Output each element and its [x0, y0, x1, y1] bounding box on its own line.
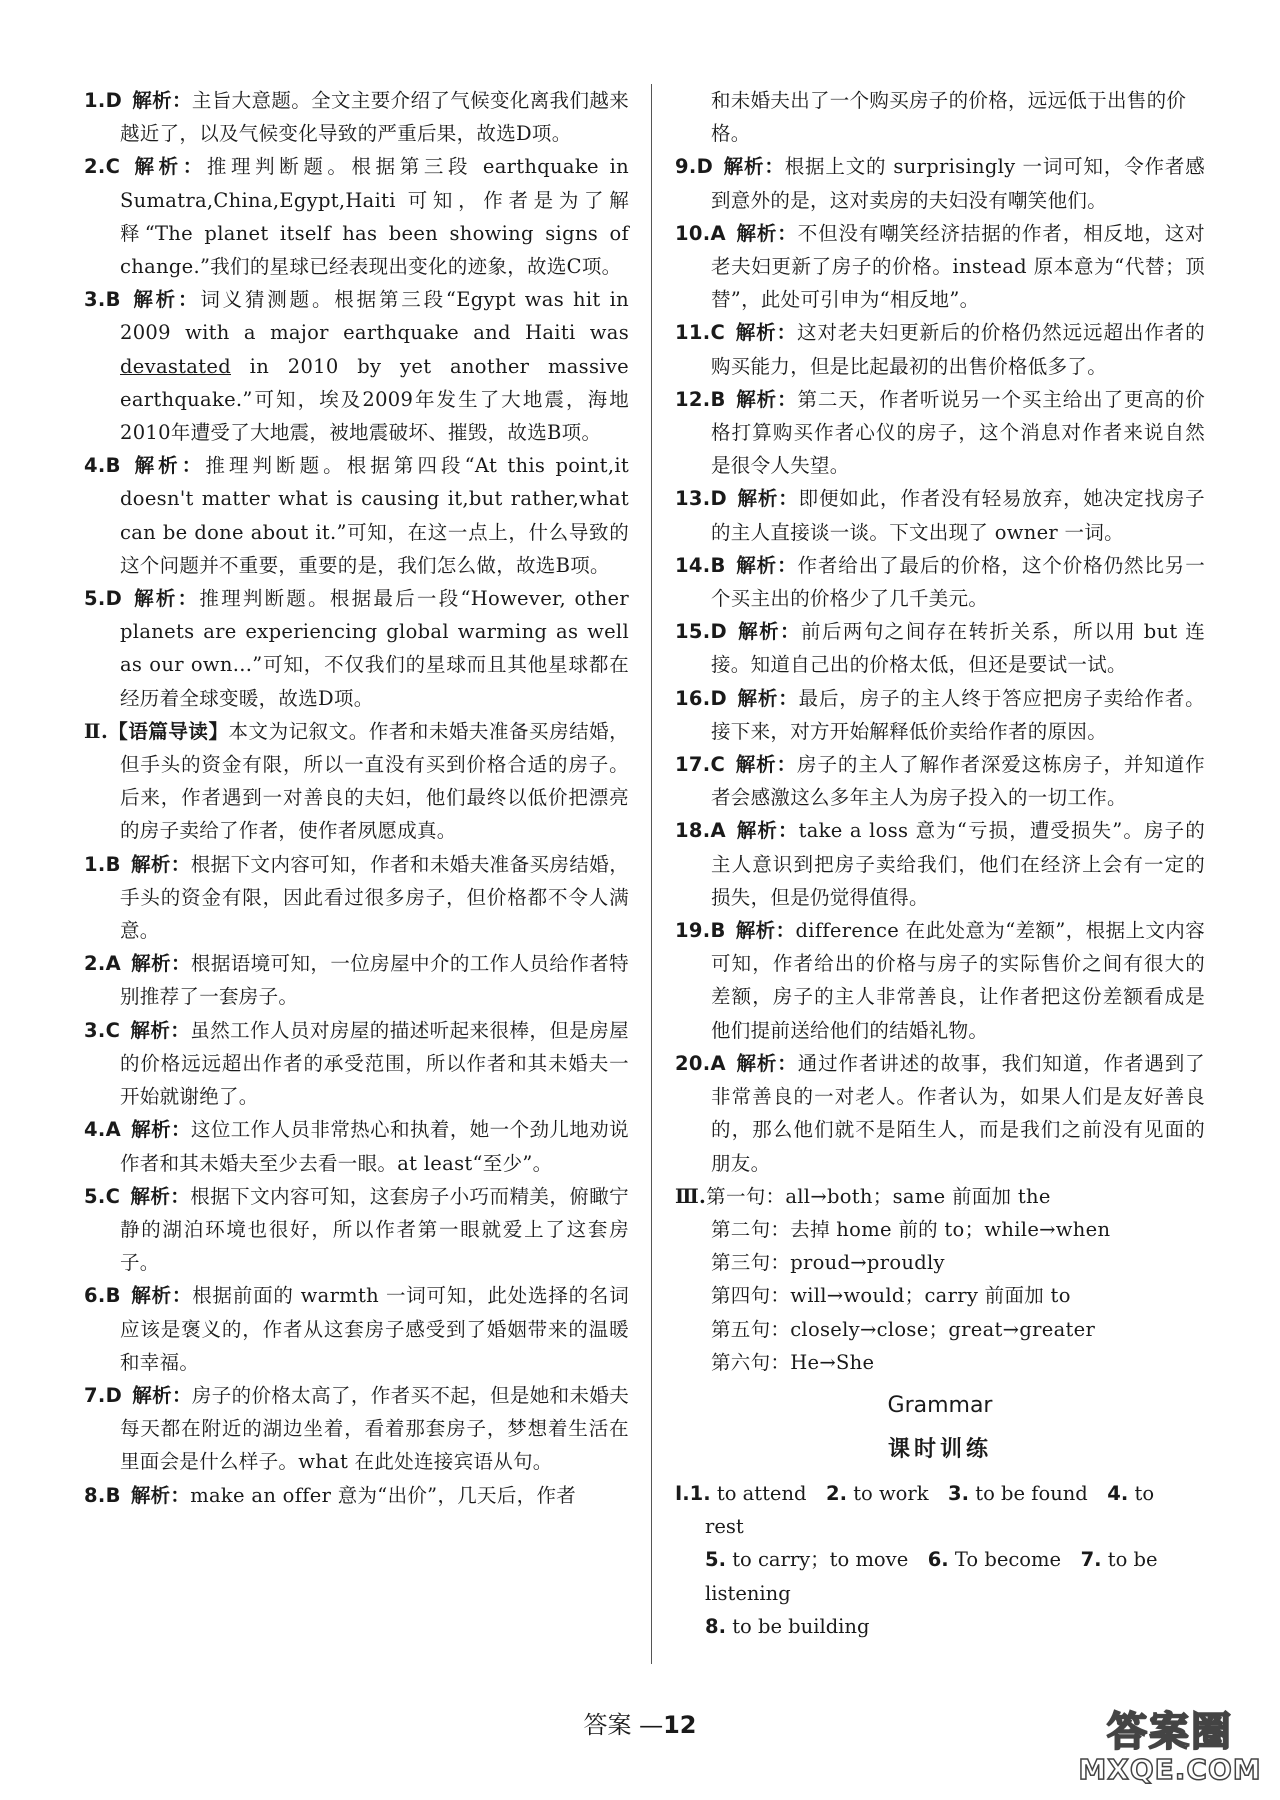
answer-item [84, 1279, 629, 1379]
watermark-bottom-text: MXQE.COM [1078, 1753, 1262, 1786]
analysis-label: 解析： [130, 1018, 191, 1042]
answer-item [675, 814, 1205, 914]
correction-line-5: 第五句：closely→close；great→greater [711, 1317, 1096, 1341]
analysis-label: 解析： [735, 321, 798, 345]
exercise-answer: to rest [705, 1481, 1155, 1539]
watermark-logo [1070, 1700, 1270, 1792]
exercise-number: 2. [826, 1481, 847, 1505]
continuation-text: 和未婚夫出了一个购买房子的价格，远远低于出售的价格。 [711, 89, 1187, 146]
answer-item [84, 1379, 629, 1479]
exercise-answer: To become [954, 1548, 1062, 1572]
analysis-text: 根据上文的 surprisingly 一词可知，令作者感到意外的是，这对卖房的夫妇没有嘲笑他们。 [711, 155, 1206, 212]
answer-item [84, 449, 629, 582]
correction-line-4: 第四句：will→would；carry 前面加 to [711, 1284, 1071, 1308]
section-3-line [675, 1180, 1205, 1213]
analysis-text: difference 在此处意为“差额”，根据上文内容可知，作者给出的价格与房子的实际售价之间有很大的差额，房子的主人非常善良，让作者把这份差额看成是他们提前送给他们的结婚礼物。 [711, 919, 1205, 1042]
correction-line-1: 第一句：all→both；same 前面加 the [706, 1184, 1051, 1208]
answer-item [675, 615, 1205, 681]
answer-number: 20.A [675, 1051, 726, 1075]
analysis-label: 解析： [735, 1051, 798, 1075]
exercise-answer: to carry；to move [732, 1548, 909, 1572]
answer-number: 16.D [675, 686, 727, 710]
answer-item [84, 84, 629, 150]
section-2-tag: 【语篇导读】 [108, 719, 229, 743]
section-1-answers [84, 84, 629, 715]
analysis-label: 解析： [735, 553, 798, 577]
answer-number: 18.A [675, 819, 726, 843]
analysis-label: 解析： [130, 155, 207, 179]
answer-number: 7.D [84, 1383, 123, 1407]
analysis-text: 根据前面的 warmth 一词可知，此处选择的名词应该是褒义的，作者从这套房子感受到了婚姻带来的温暖和幸福。 [120, 1284, 629, 1374]
exercise-line-2 [675, 1543, 1205, 1609]
answer-number: 3.B [84, 288, 121, 312]
answer-item [84, 1180, 629, 1280]
answer-item [84, 848, 629, 948]
answer-item [675, 316, 1205, 382]
answer-item [675, 482, 1205, 548]
analysis-label: 解析： [130, 852, 191, 876]
answer-item [675, 1047, 1205, 1180]
answer-number: 4.B [84, 454, 121, 478]
analysis-text: 前后两句之间存在转折关系，所以用 but 连接。知道自己出的价格太低，但还是要试一试。 [711, 620, 1206, 677]
analysis-text: 推理判断题。根据第四段“At this point,it doesn't matter what is causing it,but rather,what can be done about it.”可知，在这一点上，什么导致的这个问题并不重要，重要的是，我们怎么做，故选B项。 [120, 454, 629, 577]
section-2-answers-cont [675, 150, 1205, 1179]
exercise-line-1 [675, 1477, 1205, 1543]
section-2-intro [84, 715, 629, 848]
answer-item [84, 1479, 629, 1512]
column-divider [651, 84, 652, 1664]
exercise-number: 5. [705, 1548, 726, 1572]
analysis-text: 这位工作人员非常热心和执着，她一个劲儿地劝说作者和其未婚夫至少去看一眼。at least“至少”。 [120, 1118, 629, 1175]
analysis-text: 根据下文内容可知，作者和未婚夫准备买房结婚，手头的资金有限，因此看过很多房子，但价格都不令人满意。 [120, 852, 629, 943]
exercise-number: 3. [948, 1481, 970, 1505]
analysis-label: 解析： [735, 221, 798, 245]
analysis-label: 解析： [132, 1383, 192, 1407]
answer-item [675, 682, 1205, 748]
analysis-text: 第二天，作者听说另一个买主给出了更高的价格打算购买作者心仪的房子，这个消息对作者来说自然是很令人失望。 [711, 387, 1205, 478]
analysis-label: 解析： [130, 288, 201, 312]
answer-number: 13.D [675, 487, 727, 511]
answer-item [84, 150, 629, 283]
grammar-heading: Grammar [887, 1392, 993, 1418]
exercise-answer: to be building [732, 1614, 870, 1638]
answer-number: 5.C [84, 1184, 121, 1208]
answer-number: 17.C [675, 753, 726, 777]
answer-item [84, 582, 629, 715]
answer-number: 19.B [675, 919, 726, 943]
analysis-label: 解析： [130, 1284, 193, 1308]
right-column [675, 84, 1205, 1643]
exercise-number: 8. [705, 1614, 726, 1638]
analysis-label: 解析： [735, 387, 798, 411]
answer-number: 3.C [84, 1018, 121, 1042]
analysis-text: 词义猜测题。根据第三段“Egypt was hit in 2009 with a major earthquake and Haiti was [120, 288, 629, 345]
watermark-top-text: 答案圈 [1107, 1708, 1233, 1755]
analysis-text: 作者给出了最后的价格，这个价格仍然比另一个买主出的价格少了几千美元。 [711, 553, 1205, 611]
analysis-label: 解析： [735, 819, 799, 843]
analysis-label: 解析： [132, 587, 200, 611]
analysis-label: 解析： [130, 1483, 191, 1507]
section-3-numeral: Ⅲ. [675, 1184, 707, 1208]
answer-number: 12.B [675, 387, 726, 411]
answer-number: 6.B [84, 1284, 121, 1308]
exercise-number: 7. [1080, 1548, 1102, 1572]
section-2-answers [84, 848, 629, 1512]
analysis-label: 解析： [723, 155, 785, 179]
analysis-label: 解析： [737, 686, 799, 710]
answer-item [675, 150, 1205, 216]
analysis-label: 解析： [737, 620, 801, 644]
exercise-number: 4. [1107, 1481, 1129, 1505]
answer-number: 2.C [84, 155, 121, 179]
answer-item [675, 914, 1205, 1047]
exercise-answers [675, 1477, 1205, 1643]
analysis-text: 根据下文内容可知，这套房子小巧而精美，俯瞰宁静的湖泊环境也很好，所以作者第一眼就爱上了这套房子。 [120, 1184, 629, 1275]
analysis-text: in 2010 by yet another massive earthquake.”可知，埃及2009年发生了大地震，海地2010年遭受了大地震，被地震破坏、摧毁，故选B项。 [120, 354, 629, 445]
analysis-text: 推理判断题。根据第三段 earthquake in Sumatra,China,Egypt,Haiti 可知，作者是为了解释“The planet itself has been showing signs of change.”我们的星球已经表现出变化的迹象，故选C项。 [120, 155, 629, 279]
analysis-text: 房子的价格太高了，作者买不起，但是她和未婚夫每天都在附近的湖边坐着，看着那套房子，梦想着生活在里面会是什么样子。what 在此处连接宾语从句。 [120, 1383, 629, 1474]
analysis-text: 根据语境可知，一位房屋中介的工作人员给作者特别推荐了一套房子。 [120, 952, 629, 1009]
analysis-label: 解析： [735, 919, 796, 943]
analysis-text: 通过作者讲述的故事，我们知道，作者遇到了非常善良的一对老人。作者认为，如果人们是友好善良的，那么他们就不是陌生人，而是我们之前没有见面的朋友。 [711, 1051, 1205, 1175]
analysis-text: 推理判断题。根据最后一段“However, other planets are experiencing global warming as well as our own...”可知，不仅我们的星球而且其他星球都在经历着全球变暖，故选D项。 [120, 587, 629, 710]
answer-item [84, 283, 629, 449]
page-number: 12 [663, 1711, 697, 1739]
exercise-line-3 [675, 1610, 1205, 1643]
answer-number: 1.B [84, 852, 121, 876]
footer-dash: — [639, 1711, 664, 1739]
practice-heading: 课时训练 [887, 1435, 992, 1462]
exercise-answer: to be found [975, 1481, 1088, 1505]
answer-item [84, 1113, 629, 1179]
answer-number: 5.D [84, 587, 123, 611]
exercise-number: 1. [689, 1481, 711, 1505]
exercise-answer: to be listening [705, 1548, 1158, 1605]
answer-item [84, 947, 629, 1013]
answer-number: 11.C [675, 321, 726, 345]
analysis-text: make an offer 意为“出价”，几天后，作者 [190, 1483, 577, 1507]
answer-number: 15.D [675, 620, 727, 644]
answer-number: 8.B [84, 1483, 121, 1507]
answer-item [675, 549, 1205, 615]
answer-item [675, 748, 1205, 814]
analysis-label: 解析： [735, 753, 798, 777]
analysis-label: 解析： [737, 487, 799, 511]
analysis-text: 房子的主人了解作者深爱这栋房子，并知道作者会感激这么多年主人为房子投入的一切工作。 [711, 753, 1205, 810]
analysis-text: 即便如此，作者没有轻易放弃，她决定找房子的主人直接谈一谈。下文出现了 owner 一词。 [711, 487, 1205, 544]
analysis-label: 解析： [131, 952, 191, 976]
answer-number: 1.D [84, 89, 123, 112]
exercise-answer: to attend [716, 1481, 807, 1505]
answer-number: 9.D [675, 155, 714, 179]
analysis-text: 这对老夫妇更新后的价格仍然远远超出作者的购买能力，但是比起最初的出售价格低多了。 [711, 321, 1205, 378]
answer-item [84, 1014, 629, 1114]
section-2-guide-text: 本文为记叙文。作者和未婚夫准备买房结婚，但手头的资金有限，所以一直没有买到价格合适的房子。后来，作者遇到一对善良的夫妇，他们最终以低价把漂亮的房子卖给了作者，使作者夙愿成真。 [120, 719, 629, 843]
answer-item [675, 217, 1205, 317]
analysis-text: 不但没有嘲笑经济拮据的作者，相反地，这对老夫妇更新了房子的价格。instead 原本意为“代替；顶替”，此处可引申为“相反地”。 [711, 221, 1205, 312]
underlined-word: devastated [120, 354, 231, 378]
answer-number: 10.A [675, 221, 726, 245]
answer-number: 14.B [675, 553, 726, 577]
analysis-label: 解析： [130, 454, 206, 478]
analysis-text: take a loss 意为“亏损，遭受损失”。房子的主人意识到把房子卖给我们，他们在经济上会有一定的损失，但是仍觉得值得。 [711, 819, 1205, 909]
exercise-number: 6. [927, 1548, 949, 1572]
analysis-label: 解析： [131, 1118, 191, 1142]
analysis-text: 最后，房子的主人终于答应把房子卖给作者。接下来，对方开始解释低价卖给作者的原因。 [711, 686, 1205, 743]
answer-number: 2.A [84, 952, 121, 976]
correction-line-2: 第二句：去掉 home 前的 to；while→when [711, 1217, 1111, 1241]
section-3-corrections [675, 1180, 1205, 1379]
exercise-answer: to work [853, 1481, 929, 1505]
correction-line-3: 第三句：proud→proudly [711, 1251, 945, 1275]
section-2-numeral: Ⅱ. [84, 719, 109, 743]
correction-line-6: 第六句：He→She [711, 1350, 875, 1374]
analysis-text: 主旨大意题。全文主要介绍了气候变化离我们越来越近了，以及气候变化导致的严重后果，故选D项。 [120, 89, 629, 146]
footer-label: 答案 [583, 1711, 632, 1739]
analysis-text: 虽然工作人员对房屋的描述听起来很棒，但是房屋的价格远远超出作者的承受范围，所以作者和其未婚夫一开始就谢绝了。 [120, 1018, 629, 1109]
exercise-numeral: Ⅰ. [675, 1481, 690, 1505]
answer-number: 4.A [84, 1118, 121, 1142]
analysis-label: 解析： [132, 89, 192, 112]
left-column [84, 84, 629, 1512]
answer-item [675, 383, 1205, 483]
analysis-label: 解析： [130, 1184, 191, 1208]
